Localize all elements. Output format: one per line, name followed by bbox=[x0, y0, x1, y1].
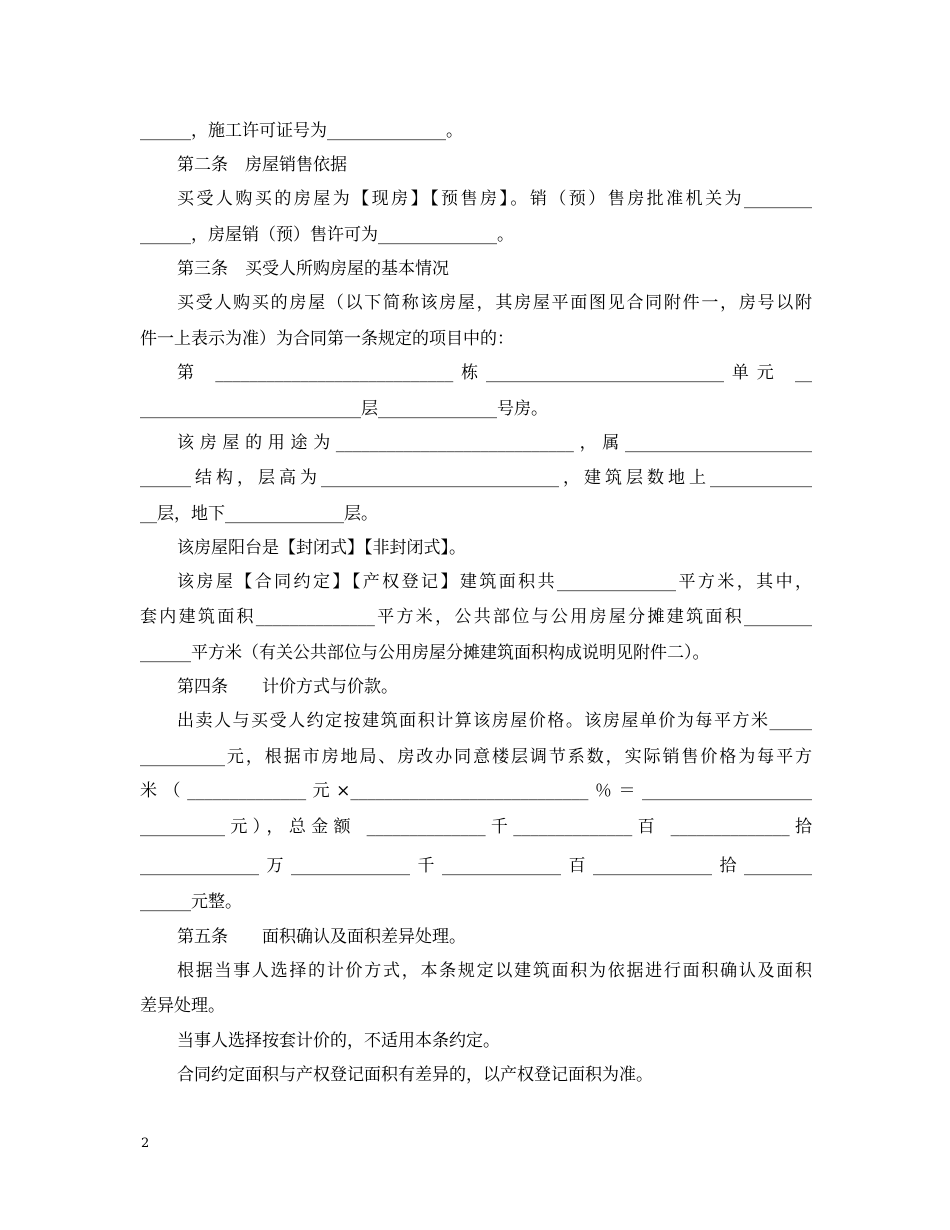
text-line: __________元），总金额 ______________千______________百 ______________拾 bbox=[140, 817, 812, 837]
text-line: 合同约定面积与产权登记面积有差异的，以产权登记面积为准。 bbox=[177, 1065, 653, 1085]
text-line: 买受人购买的房屋为【现房】【预售房】。销（预）售房批准机关为________ bbox=[177, 189, 812, 209]
text-line: ______，施工许可证号为______________。 bbox=[140, 121, 463, 141]
text-line: __________________________层______________号房。 bbox=[140, 399, 548, 419]
text-line: 第 ____________________________栋____________________________单元 __ bbox=[177, 363, 812, 383]
text-line: ______平方米（有关公共部位与公用房屋分摊建筑面积构成说明见附件二）。 bbox=[140, 643, 710, 663]
text-line: 米（______________元×____________________________％＝____________________ bbox=[140, 781, 812, 801]
section-heading: 第四条 计价方式与价款。 bbox=[177, 677, 398, 697]
text-line: 买受人购买的房屋（以下简称该房屋，其房屋平面图见合同附件一，房号以附 bbox=[177, 293, 812, 313]
text-line: 根据当事人选择的计价方式，本条规定以建筑面积为依据进行面积确认及面积 bbox=[177, 961, 812, 981]
text-line: 件一上表示为准）为合同第一条规定的项目中的： bbox=[140, 329, 514, 349]
text-line: __________元，根据市房地局、房改办同意楼层调节系数，实际销售价格为每平方 bbox=[140, 747, 812, 767]
text-line: 套内建筑面积______________平方米，公共部位与公用房屋分摊建筑面积________ bbox=[140, 607, 812, 627]
text-line: ______元整。 bbox=[140, 892, 242, 912]
text-line: 该房屋的用途为____________________________，属______________________ bbox=[177, 433, 812, 453]
text-line: ______结构，层高为____________________________，建筑层数地上____________ bbox=[140, 468, 812, 488]
text-line: 当事人选择按套计价的，不适用本条约定。 bbox=[177, 1031, 500, 1051]
text-line: 差异处理。 bbox=[140, 996, 225, 1016]
text-line: ______，房屋销（预）售许可为______________。 bbox=[140, 225, 514, 245]
section-heading: 第三条 买受人所购房屋的基本情况 bbox=[177, 259, 449, 279]
text-line: __层，地下______________层。 bbox=[140, 504, 378, 524]
section-heading: 第二条 房屋销售依据 bbox=[177, 155, 347, 175]
text-line: 出卖人与买受人约定按建筑面积计算该房屋价格。该房屋单价为每平方米_____ bbox=[177, 711, 812, 731]
page-number: 2 bbox=[141, 1136, 150, 1151]
section-heading: 第五条 面积确认及面积差异处理。 bbox=[177, 927, 466, 947]
text-line: 该房屋【合同约定】【产权登记】建筑面积共______________平方米，其中， bbox=[177, 572, 812, 592]
text-line: 该房屋阳台是【封闭式】【非封闭式】。 bbox=[177, 538, 466, 558]
text-line: ______________万______________千______________百______________拾________ bbox=[140, 856, 812, 876]
